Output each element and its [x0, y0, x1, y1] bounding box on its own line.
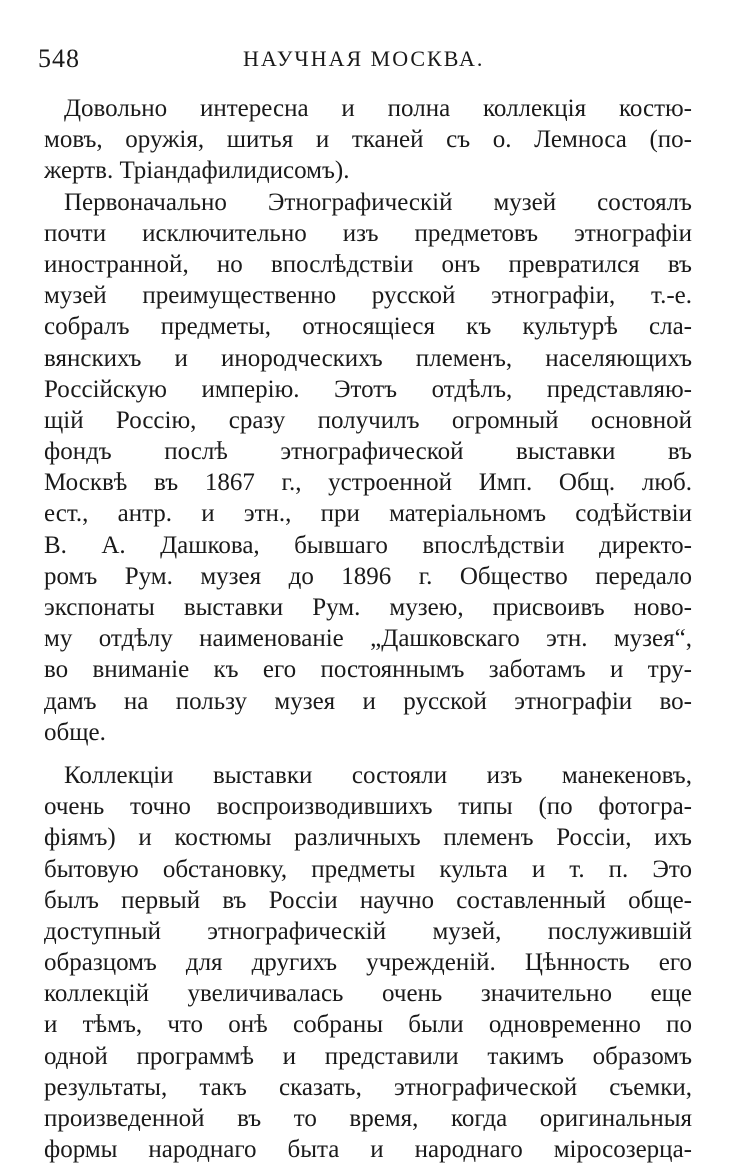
paragraph-spacer	[44, 748, 692, 760]
text-line: фондъ послѣ этнографической выставки въ	[44, 438, 692, 466]
text-line: экспонаты выставки Рум. музею, присвоивъ ново-	[44, 594, 692, 621]
text-line: результаты, такъ сказать, этнографической съемки,	[44, 1073, 692, 1101]
text-line: жертв. Тріандафилидисомъ).	[44, 157, 350, 185]
text-line: В. А. Дашкова, бывшаго впослѣдствіи директо-	[44, 531, 692, 559]
text-line: Коллекціи выставки состояли изъ манекеновъ,	[64, 761, 692, 789]
text-line: произведенной въ то время, когда оригинальныя	[44, 1105, 692, 1132]
text-line: и тѣмъ, что онѣ собраны были одновременно по	[44, 1011, 692, 1039]
text-line: Первоначально Этнографическій музей состоялъ	[64, 188, 692, 216]
text-line: музей преимущественно русской этнографіи, т.-е.	[44, 282, 692, 310]
text-line: вянскихъ и инородческихъ племенъ, населяющихъ	[44, 344, 692, 372]
text-line: образцомъ для другихъ учрежденій. Цѣнность его	[44, 949, 692, 977]
text-line: во вниманіе къ его постояннымъ заботамъ и тру-	[44, 656, 692, 684]
text-line: Москвѣ въ 1867 г., устроенной Имп. Общ. люб.	[44, 469, 692, 497]
text-line: Россійскую имперію. Этотъ отдѣлъ, представляю-	[44, 375, 692, 403]
text-line: фіямъ) и костюмы различныхъ племенъ Россіи, ихъ	[44, 824, 692, 852]
text-line: мовъ, оружія, шитья и тканей съ о. Лемноса (по-	[44, 126, 692, 154]
text-line: формы народнаго быта и народнаго міросозерца-	[44, 1136, 692, 1164]
paragraph-2	[44, 187, 692, 748]
body-text	[44, 93, 692, 1165]
paragraph-3	[44, 760, 692, 1165]
text-line: иностранной, но впослѣдствіи онъ превратился въ	[44, 250, 692, 278]
text-line: почти исключительно изъ предметовъ этнографіи	[44, 219, 692, 247]
paragraph-1	[44, 93, 692, 187]
text-line: ест., антр. и этн., при матеріальномъ содѣйствіи	[44, 500, 692, 528]
text-line: щій Россію, сразу получилъ огромный основной	[44, 406, 692, 434]
text-line: ромъ Рум. музея до 1896 г. Общество передало	[44, 562, 692, 590]
text-line: дамъ на пользу музея и русской этнографіи во-	[44, 687, 692, 715]
text-line: одной программѣ и представили такимъ образомъ	[44, 1042, 692, 1070]
running-title: НАУЧНАЯ МОСКВА.	[243, 46, 485, 71]
text-line: доступный этнографическій музей, послужившій	[44, 917, 692, 945]
text-line: му отдѣлу наименованіе „Дашковскаго этн. музея“,	[44, 625, 692, 653]
text-line: коллекцій увеличивалась очень значительно еще	[44, 980, 692, 1008]
text-line: собралъ предметы, относящіеся къ культурѣ сла-	[44, 313, 692, 341]
text-line: очень точно воспроизводившихъ типы (по фотогра-	[44, 793, 692, 821]
text-line: обще.	[44, 718, 106, 746]
page-header	[38, 44, 688, 84]
page-number: 548	[38, 44, 80, 73]
text-line: бытовую обстановку, предметы культа и т. п. Это	[44, 855, 692, 883]
text-line: Довольно интересна и полна коллекція костю-	[64, 95, 692, 122]
text-line: былъ первый въ Россіи научно составленный обще-	[44, 886, 692, 914]
